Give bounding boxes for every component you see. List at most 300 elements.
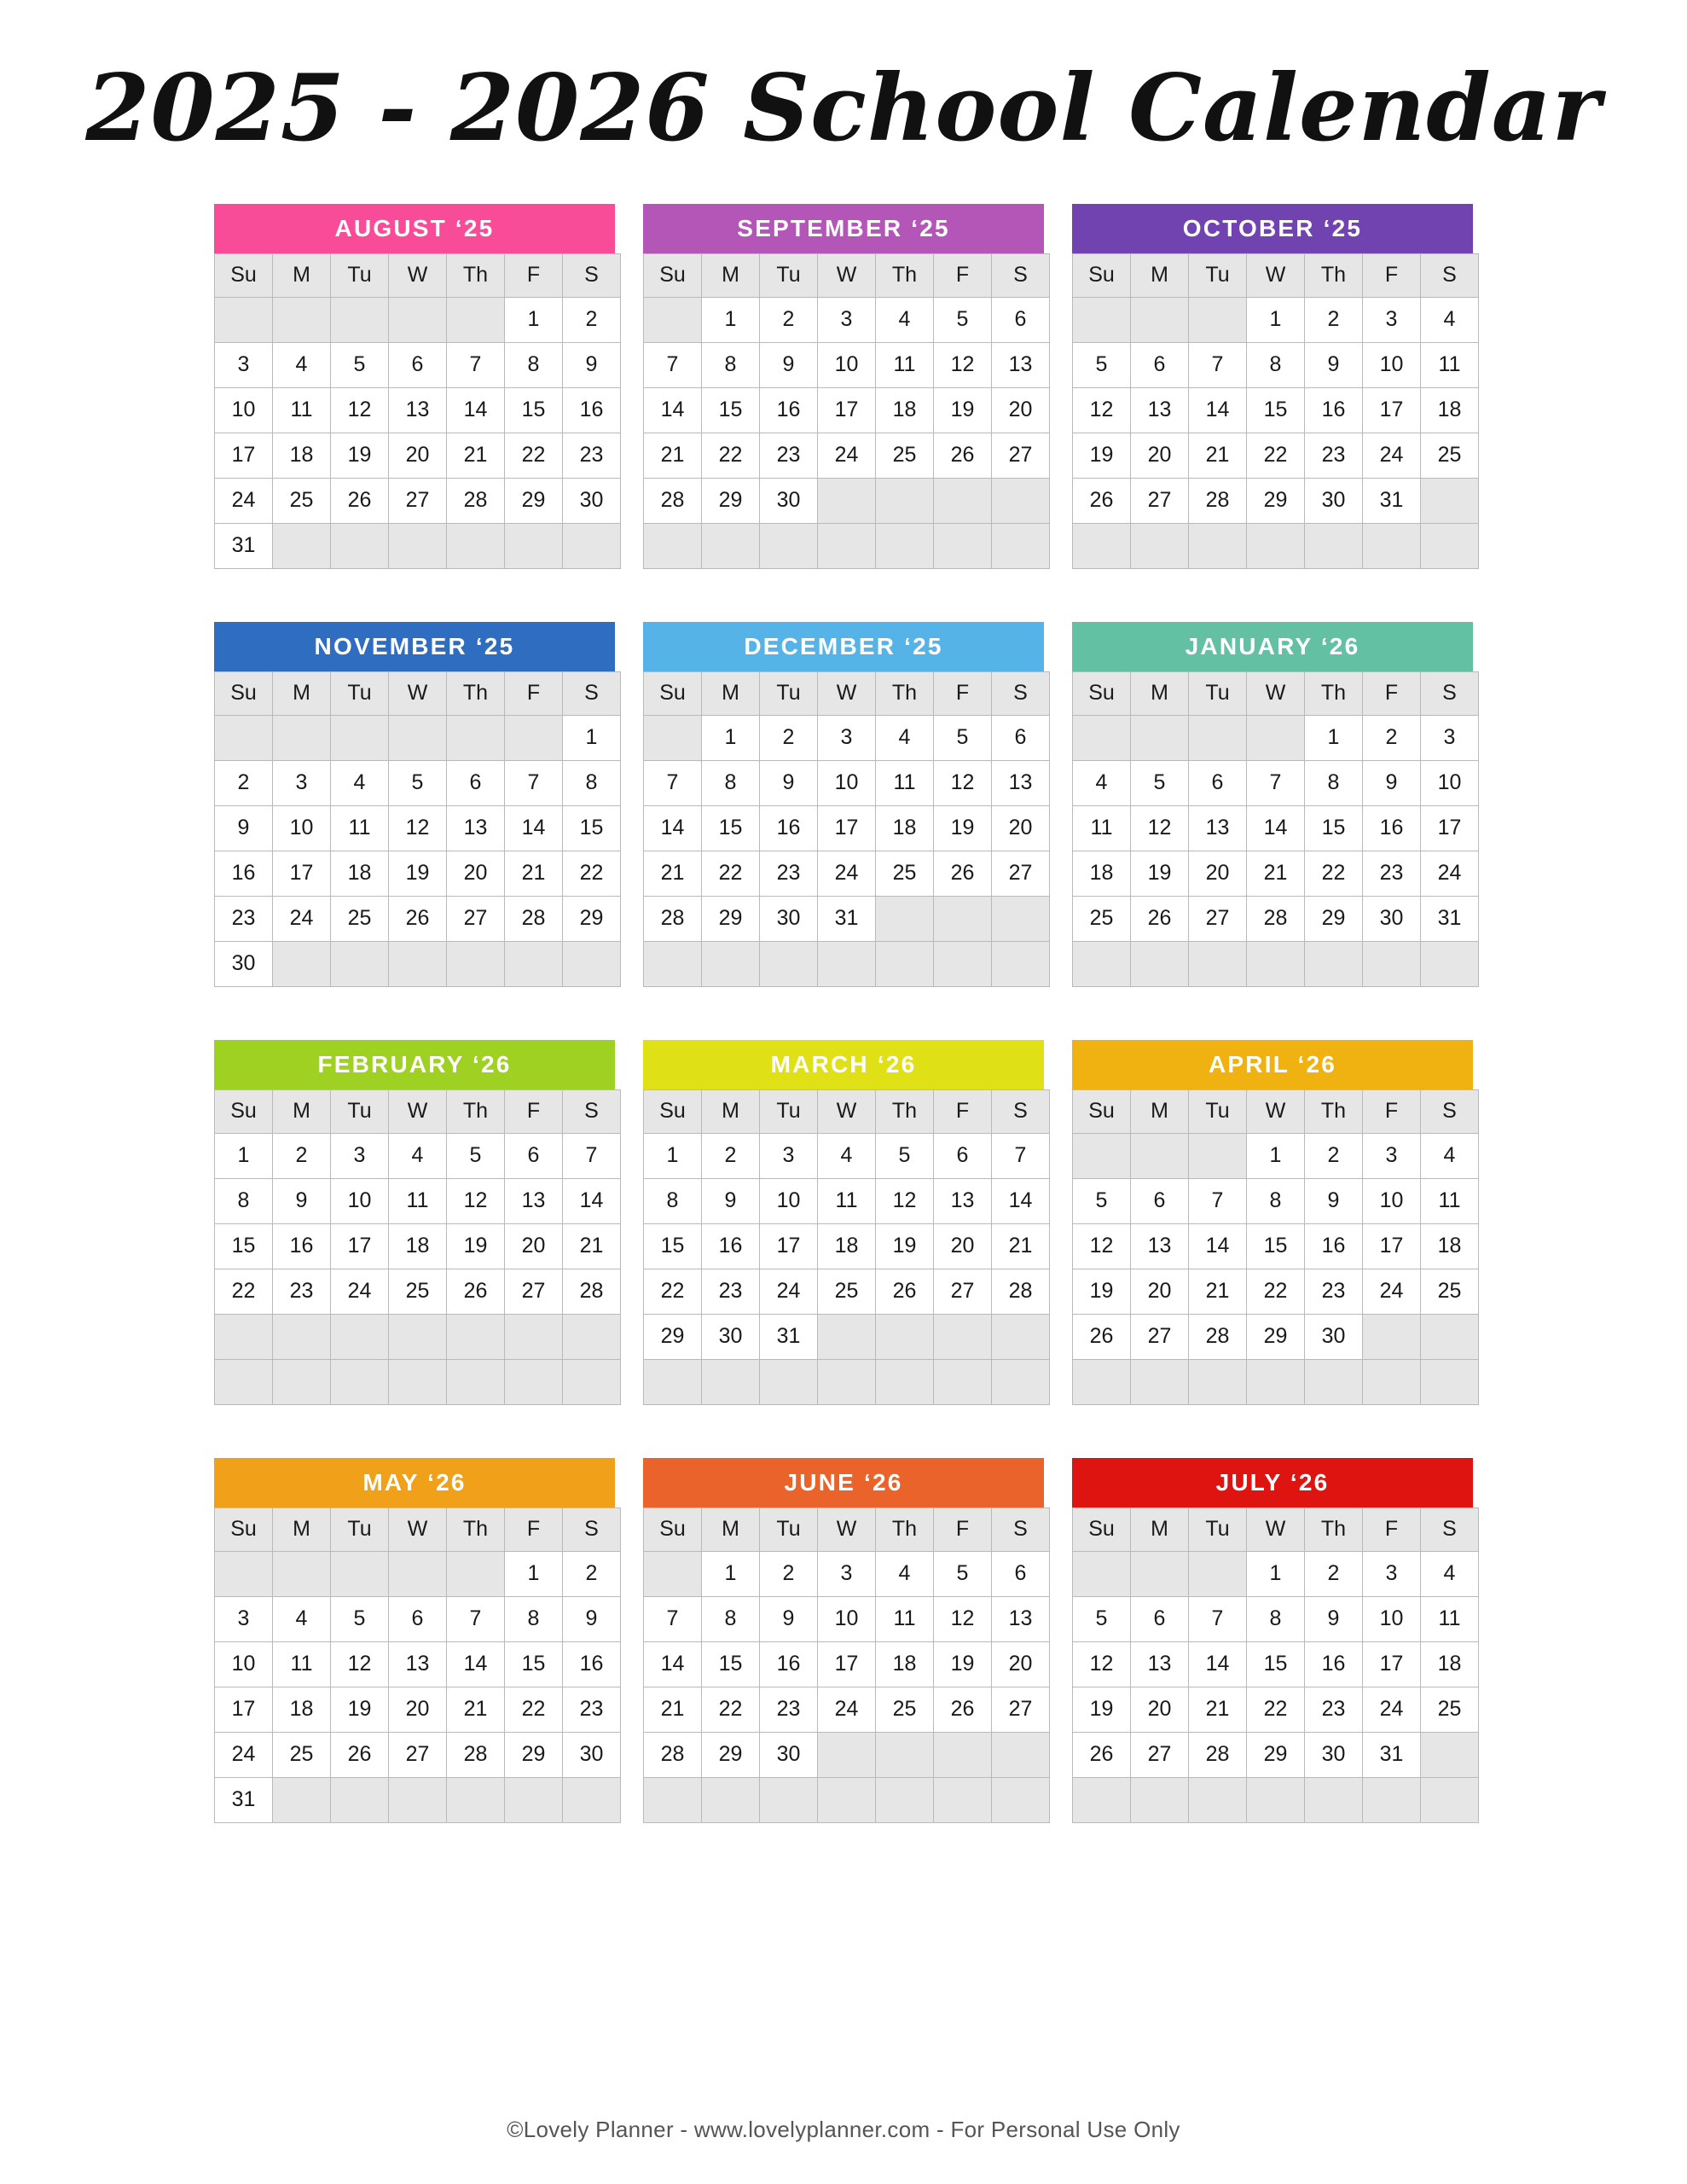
day-cell[interactable]: 4 — [876, 1551, 934, 1596]
day-cell[interactable]: 9 — [563, 1596, 621, 1641]
day-cell[interactable]: 8 — [1247, 1596, 1305, 1641]
day-cell[interactable]: 10 — [273, 805, 331, 851]
day-cell[interactable]: 2 — [702, 1133, 760, 1178]
day-cell[interactable]: 25 — [1421, 433, 1479, 478]
day-cell[interactable]: 30 — [1305, 1732, 1363, 1777]
day-cell[interactable]: 28 — [644, 478, 702, 523]
day-cell[interactable]: 16 — [1305, 1641, 1363, 1687]
day-cell[interactable]: 4 — [389, 1133, 447, 1178]
day-cell[interactable]: 24 — [818, 851, 876, 896]
day-cell[interactable]: 14 — [1247, 805, 1305, 851]
day-cell[interactable]: 22 — [1247, 1269, 1305, 1314]
day-cell[interactable]: 12 — [876, 1178, 934, 1223]
day-cell[interactable]: 7 — [992, 1133, 1050, 1178]
day-cell[interactable]: 15 — [1247, 1223, 1305, 1269]
day-cell[interactable]: 22 — [215, 1269, 273, 1314]
day-cell[interactable]: 4 — [876, 715, 934, 760]
day-cell[interactable]: 26 — [447, 1269, 505, 1314]
day-cell[interactable]: 10 — [1363, 1178, 1421, 1223]
day-cell[interactable]: 13 — [934, 1178, 992, 1223]
day-cell[interactable]: 18 — [876, 387, 934, 433]
day-cell[interactable]: 12 — [934, 342, 992, 387]
day-cell[interactable]: 13 — [1189, 805, 1247, 851]
day-cell[interactable]: 26 — [389, 896, 447, 941]
day-cell[interactable]: 29 — [702, 896, 760, 941]
day-cell[interactable]: 9 — [1363, 760, 1421, 805]
day-cell[interactable]: 23 — [1305, 1687, 1363, 1732]
day-cell[interactable]: 29 — [1247, 1314, 1305, 1359]
day-cell[interactable]: 8 — [702, 760, 760, 805]
day-cell[interactable]: 31 — [1421, 896, 1479, 941]
day-cell[interactable]: 23 — [1363, 851, 1421, 896]
day-cell[interactable]: 29 — [1247, 1732, 1305, 1777]
day-cell[interactable]: 28 — [563, 1269, 621, 1314]
day-cell[interactable]: 31 — [215, 1777, 273, 1822]
day-cell[interactable]: 28 — [1189, 1732, 1247, 1777]
day-cell[interactable]: 24 — [1363, 1269, 1421, 1314]
day-cell[interactable]: 24 — [760, 1269, 818, 1314]
day-cell[interactable]: 9 — [1305, 1178, 1363, 1223]
day-cell[interactable]: 27 — [1131, 1314, 1189, 1359]
day-cell[interactable]: 13 — [447, 805, 505, 851]
day-cell[interactable]: 5 — [389, 760, 447, 805]
day-cell[interactable]: 11 — [876, 760, 934, 805]
day-cell[interactable]: 22 — [644, 1269, 702, 1314]
day-cell[interactable]: 15 — [1247, 387, 1305, 433]
day-cell[interactable]: 2 — [215, 760, 273, 805]
day-cell[interactable]: 18 — [331, 851, 389, 896]
day-cell[interactable]: 20 — [447, 851, 505, 896]
day-cell[interactable]: 17 — [818, 1641, 876, 1687]
day-cell[interactable]: 14 — [644, 1641, 702, 1687]
day-cell[interactable]: 6 — [992, 715, 1050, 760]
day-cell[interactable]: 7 — [644, 1596, 702, 1641]
day-cell[interactable]: 30 — [702, 1314, 760, 1359]
day-cell[interactable]: 12 — [1131, 805, 1189, 851]
day-cell[interactable]: 18 — [273, 1687, 331, 1732]
day-cell[interactable]: 6 — [992, 297, 1050, 342]
day-cell[interactable]: 19 — [1073, 433, 1131, 478]
day-cell[interactable]: 27 — [447, 896, 505, 941]
day-cell[interactable]: 10 — [818, 1596, 876, 1641]
day-cell[interactable]: 30 — [215, 941, 273, 986]
day-cell[interactable]: 17 — [1363, 387, 1421, 433]
day-cell[interactable]: 1 — [702, 1551, 760, 1596]
day-cell[interactable]: 16 — [1305, 387, 1363, 433]
day-cell[interactable]: 22 — [563, 851, 621, 896]
day-cell[interactable]: 28 — [447, 478, 505, 523]
day-cell[interactable]: 25 — [876, 433, 934, 478]
day-cell[interactable]: 20 — [1131, 1687, 1189, 1732]
day-cell[interactable]: 7 — [1247, 760, 1305, 805]
day-cell[interactable]: 24 — [1421, 851, 1479, 896]
day-cell[interactable]: 2 — [1305, 1133, 1363, 1178]
day-cell[interactable]: 10 — [215, 1641, 273, 1687]
day-cell[interactable]: 6 — [1189, 760, 1247, 805]
day-cell[interactable]: 6 — [1131, 1596, 1189, 1641]
day-cell[interactable]: 9 — [1305, 342, 1363, 387]
day-cell[interactable]: 3 — [331, 1133, 389, 1178]
day-cell[interactable]: 8 — [702, 1596, 760, 1641]
day-cell[interactable]: 2 — [1305, 1551, 1363, 1596]
day-cell[interactable]: 3 — [1363, 297, 1421, 342]
day-cell[interactable]: 9 — [760, 342, 818, 387]
day-cell[interactable]: 16 — [1363, 805, 1421, 851]
day-cell[interactable]: 5 — [934, 715, 992, 760]
day-cell[interactable]: 2 — [563, 297, 621, 342]
day-cell[interactable]: 29 — [702, 478, 760, 523]
day-cell[interactable]: 8 — [1247, 1178, 1305, 1223]
day-cell[interactable]: 21 — [1189, 433, 1247, 478]
day-cell[interactable]: 3 — [1363, 1551, 1421, 1596]
day-cell[interactable]: 17 — [1363, 1223, 1421, 1269]
day-cell[interactable]: 18 — [273, 433, 331, 478]
day-cell[interactable]: 5 — [934, 1551, 992, 1596]
day-cell[interactable]: 7 — [644, 342, 702, 387]
day-cell[interactable]: 31 — [215, 523, 273, 568]
day-cell[interactable]: 30 — [563, 1732, 621, 1777]
day-cell[interactable]: 29 — [1247, 478, 1305, 523]
day-cell[interactable]: 24 — [1363, 433, 1421, 478]
day-cell[interactable]: 20 — [389, 433, 447, 478]
day-cell[interactable]: 12 — [331, 1641, 389, 1687]
day-cell[interactable]: 6 — [934, 1133, 992, 1178]
day-cell[interactable]: 17 — [760, 1223, 818, 1269]
day-cell[interactable]: 15 — [702, 1641, 760, 1687]
day-cell[interactable]: 7 — [644, 760, 702, 805]
day-cell[interactable]: 4 — [1421, 297, 1479, 342]
day-cell[interactable]: 19 — [934, 805, 992, 851]
day-cell[interactable]: 6 — [505, 1133, 563, 1178]
day-cell[interactable]: 18 — [818, 1223, 876, 1269]
day-cell[interactable]: 24 — [331, 1269, 389, 1314]
day-cell[interactable]: 9 — [215, 805, 273, 851]
day-cell[interactable]: 18 — [876, 1641, 934, 1687]
day-cell[interactable]: 21 — [1189, 1687, 1247, 1732]
day-cell[interactable]: 4 — [1073, 760, 1131, 805]
day-cell[interactable]: 9 — [1305, 1596, 1363, 1641]
day-cell[interactable]: 31 — [818, 896, 876, 941]
day-cell[interactable]: 27 — [1131, 478, 1189, 523]
day-cell[interactable]: 27 — [934, 1269, 992, 1314]
day-cell[interactable]: 28 — [644, 1732, 702, 1777]
day-cell[interactable]: 8 — [215, 1178, 273, 1223]
day-cell[interactable]: 13 — [505, 1178, 563, 1223]
day-cell[interactable]: 25 — [389, 1269, 447, 1314]
day-cell[interactable]: 4 — [1421, 1551, 1479, 1596]
day-cell[interactable]: 20 — [1189, 851, 1247, 896]
day-cell[interactable]: 9 — [702, 1178, 760, 1223]
day-cell[interactable]: 30 — [760, 478, 818, 523]
day-cell[interactable]: 22 — [1305, 851, 1363, 896]
day-cell[interactable]: 11 — [331, 805, 389, 851]
day-cell[interactable]: 23 — [1305, 433, 1363, 478]
day-cell[interactable]: 28 — [1189, 1314, 1247, 1359]
day-cell[interactable]: 15 — [1305, 805, 1363, 851]
day-cell[interactable]: 14 — [1189, 387, 1247, 433]
day-cell[interactable]: 11 — [273, 1641, 331, 1687]
day-cell[interactable]: 15 — [644, 1223, 702, 1269]
day-cell[interactable]: 26 — [934, 851, 992, 896]
day-cell[interactable]: 14 — [1189, 1641, 1247, 1687]
day-cell[interactable]: 19 — [447, 1223, 505, 1269]
day-cell[interactable]: 8 — [563, 760, 621, 805]
day-cell[interactable]: 20 — [992, 805, 1050, 851]
day-cell[interactable]: 7 — [1189, 1596, 1247, 1641]
day-cell[interactable]: 21 — [447, 433, 505, 478]
day-cell[interactable]: 21 — [1189, 1269, 1247, 1314]
day-cell[interactable]: 5 — [1073, 1596, 1131, 1641]
day-cell[interactable]: 28 — [644, 896, 702, 941]
day-cell[interactable]: 20 — [1131, 1269, 1189, 1314]
day-cell[interactable]: 26 — [934, 433, 992, 478]
day-cell[interactable]: 21 — [563, 1223, 621, 1269]
day-cell[interactable]: 29 — [563, 896, 621, 941]
day-cell[interactable]: 7 — [505, 760, 563, 805]
day-cell[interactable]: 18 — [389, 1223, 447, 1269]
day-cell[interactable]: 25 — [818, 1269, 876, 1314]
day-cell[interactable]: 2 — [760, 715, 818, 760]
day-cell[interactable]: 12 — [1073, 387, 1131, 433]
day-cell[interactable]: 11 — [818, 1178, 876, 1223]
day-cell[interactable]: 22 — [1247, 1687, 1305, 1732]
day-cell[interactable]: 24 — [215, 478, 273, 523]
day-cell[interactable]: 7 — [1189, 342, 1247, 387]
day-cell[interactable]: 10 — [1421, 760, 1479, 805]
day-cell[interactable]: 16 — [563, 1641, 621, 1687]
day-cell[interactable]: 23 — [1305, 1269, 1363, 1314]
day-cell[interactable]: 19 — [331, 1687, 389, 1732]
day-cell[interactable]: 22 — [702, 433, 760, 478]
day-cell[interactable]: 15 — [505, 1641, 563, 1687]
day-cell[interactable]: 15 — [505, 387, 563, 433]
day-cell[interactable]: 5 — [331, 342, 389, 387]
day-cell[interactable]: 1 — [563, 715, 621, 760]
day-cell[interactable]: 1 — [1247, 1133, 1305, 1178]
day-cell[interactable]: 24 — [1363, 1687, 1421, 1732]
day-cell[interactable]: 10 — [1363, 1596, 1421, 1641]
day-cell[interactable]: 31 — [1363, 1732, 1421, 1777]
day-cell[interactable]: 25 — [876, 851, 934, 896]
day-cell[interactable]: 1 — [702, 297, 760, 342]
day-cell[interactable]: 1 — [1247, 1551, 1305, 1596]
day-cell[interactable]: 23 — [760, 433, 818, 478]
day-cell[interactable]: 19 — [1131, 851, 1189, 896]
day-cell[interactable]: 15 — [702, 805, 760, 851]
day-cell[interactable]: 16 — [215, 851, 273, 896]
day-cell[interactable]: 30 — [760, 1732, 818, 1777]
day-cell[interactable]: 16 — [273, 1223, 331, 1269]
day-cell[interactable]: 12 — [447, 1178, 505, 1223]
day-cell[interactable]: 4 — [331, 760, 389, 805]
day-cell[interactable]: 24 — [818, 1687, 876, 1732]
day-cell[interactable]: 14 — [1189, 1223, 1247, 1269]
day-cell[interactable]: 19 — [1073, 1687, 1131, 1732]
day-cell[interactable]: 7 — [1189, 1178, 1247, 1223]
day-cell[interactable]: 28 — [992, 1269, 1050, 1314]
day-cell[interactable]: 8 — [1247, 342, 1305, 387]
day-cell[interactable]: 22 — [702, 1687, 760, 1732]
day-cell[interactable]: 21 — [447, 1687, 505, 1732]
day-cell[interactable]: 26 — [1073, 478, 1131, 523]
day-cell[interactable]: 12 — [1073, 1641, 1131, 1687]
day-cell[interactable]: 8 — [505, 342, 563, 387]
day-cell[interactable]: 29 — [505, 478, 563, 523]
day-cell[interactable]: 16 — [760, 805, 818, 851]
day-cell[interactable]: 19 — [934, 387, 992, 433]
day-cell[interactable]: 18 — [1421, 387, 1479, 433]
day-cell[interactable]: 23 — [563, 1687, 621, 1732]
day-cell[interactable]: 24 — [215, 1732, 273, 1777]
day-cell[interactable]: 8 — [505, 1596, 563, 1641]
day-cell[interactable]: 4 — [876, 297, 934, 342]
day-cell[interactable]: 3 — [1363, 1133, 1421, 1178]
day-cell[interactable]: 23 — [702, 1269, 760, 1314]
day-cell[interactable]: 8 — [702, 342, 760, 387]
day-cell[interactable]: 12 — [934, 760, 992, 805]
day-cell[interactable]: 24 — [818, 433, 876, 478]
day-cell[interactable]: 21 — [644, 851, 702, 896]
day-cell[interactable]: 14 — [447, 1641, 505, 1687]
day-cell[interactable]: 4 — [273, 342, 331, 387]
day-cell[interactable]: 16 — [1305, 1223, 1363, 1269]
day-cell[interactable]: 16 — [563, 387, 621, 433]
day-cell[interactable]: 31 — [1363, 478, 1421, 523]
day-cell[interactable]: 9 — [760, 760, 818, 805]
day-cell[interactable]: 28 — [1247, 896, 1305, 941]
day-cell[interactable]: 27 — [1189, 896, 1247, 941]
day-cell[interactable]: 6 — [389, 1596, 447, 1641]
day-cell[interactable]: 21 — [1247, 851, 1305, 896]
day-cell[interactable]: 28 — [447, 1732, 505, 1777]
day-cell[interactable]: 19 — [876, 1223, 934, 1269]
day-cell[interactable]: 5 — [1073, 342, 1131, 387]
day-cell[interactable]: 15 — [215, 1223, 273, 1269]
day-cell[interactable]: 13 — [992, 342, 1050, 387]
day-cell[interactable]: 4 — [818, 1133, 876, 1178]
day-cell[interactable]: 15 — [702, 387, 760, 433]
day-cell[interactable]: 19 — [934, 1641, 992, 1687]
day-cell[interactable]: 27 — [1131, 1732, 1189, 1777]
day-cell[interactable]: 2 — [563, 1551, 621, 1596]
day-cell[interactable]: 22 — [1247, 433, 1305, 478]
day-cell[interactable]: 10 — [818, 760, 876, 805]
day-cell[interactable]: 19 — [1073, 1269, 1131, 1314]
day-cell[interactable]: 5 — [934, 297, 992, 342]
day-cell[interactable]: 17 — [273, 851, 331, 896]
day-cell[interactable]: 26 — [1073, 1314, 1131, 1359]
day-cell[interactable]: 11 — [1421, 342, 1479, 387]
day-cell[interactable]: 22 — [505, 1687, 563, 1732]
day-cell[interactable]: 2 — [1363, 715, 1421, 760]
day-cell[interactable]: 16 — [702, 1223, 760, 1269]
day-cell[interactable]: 1 — [505, 1551, 563, 1596]
day-cell[interactable]: 21 — [644, 1687, 702, 1732]
day-cell[interactable]: 19 — [331, 433, 389, 478]
day-cell[interactable]: 5 — [1073, 1178, 1131, 1223]
day-cell[interactable]: 17 — [215, 1687, 273, 1732]
day-cell[interactable]: 1 — [1247, 297, 1305, 342]
day-cell[interactable]: 20 — [992, 1641, 1050, 1687]
day-cell[interactable]: 12 — [934, 1596, 992, 1641]
day-cell[interactable]: 18 — [1421, 1223, 1479, 1269]
day-cell[interactable]: 15 — [1247, 1641, 1305, 1687]
day-cell[interactable]: 23 — [215, 896, 273, 941]
day-cell[interactable]: 18 — [1073, 851, 1131, 896]
day-cell[interactable]: 1 — [215, 1133, 273, 1178]
day-cell[interactable]: 13 — [992, 1596, 1050, 1641]
day-cell[interactable]: 13 — [389, 387, 447, 433]
day-cell[interactable]: 17 — [818, 805, 876, 851]
day-cell[interactable]: 29 — [505, 1732, 563, 1777]
day-cell[interactable]: 18 — [876, 805, 934, 851]
day-cell[interactable]: 5 — [331, 1596, 389, 1641]
day-cell[interactable]: 22 — [702, 851, 760, 896]
day-cell[interactable]: 12 — [1073, 1223, 1131, 1269]
day-cell[interactable]: 6 — [1131, 342, 1189, 387]
day-cell[interactable]: 3 — [1421, 715, 1479, 760]
day-cell[interactable]: 3 — [273, 760, 331, 805]
day-cell[interactable]: 11 — [1421, 1178, 1479, 1223]
day-cell[interactable]: 26 — [876, 1269, 934, 1314]
day-cell[interactable]: 5 — [1131, 760, 1189, 805]
day-cell[interactable]: 10 — [215, 387, 273, 433]
day-cell[interactable]: 3 — [215, 1596, 273, 1641]
day-cell[interactable]: 9 — [273, 1178, 331, 1223]
day-cell[interactable]: 6 — [389, 342, 447, 387]
day-cell[interactable]: 25 — [1421, 1687, 1479, 1732]
day-cell[interactable]: 27 — [389, 1732, 447, 1777]
day-cell[interactable]: 1 — [644, 1133, 702, 1178]
day-cell[interactable]: 20 — [505, 1223, 563, 1269]
day-cell[interactable]: 31 — [760, 1314, 818, 1359]
day-cell[interactable]: 25 — [876, 1687, 934, 1732]
day-cell[interactable]: 6 — [447, 760, 505, 805]
day-cell[interactable]: 11 — [273, 387, 331, 433]
day-cell[interactable]: 30 — [1305, 1314, 1363, 1359]
day-cell[interactable]: 25 — [1421, 1269, 1479, 1314]
day-cell[interactable]: 11 — [1073, 805, 1131, 851]
day-cell[interactable]: 18 — [1421, 1641, 1479, 1687]
day-cell[interactable]: 13 — [389, 1641, 447, 1687]
day-cell[interactable]: 17 — [818, 387, 876, 433]
day-cell[interactable]: 25 — [273, 478, 331, 523]
day-cell[interactable]: 30 — [1305, 478, 1363, 523]
day-cell[interactable]: 30 — [1363, 896, 1421, 941]
day-cell[interactable]: 9 — [563, 342, 621, 387]
day-cell[interactable]: 25 — [1073, 896, 1131, 941]
day-cell[interactable]: 23 — [273, 1269, 331, 1314]
day-cell[interactable]: 7 — [563, 1133, 621, 1178]
day-cell[interactable]: 23 — [760, 1687, 818, 1732]
day-cell[interactable]: 17 — [1363, 1641, 1421, 1687]
day-cell[interactable]: 3 — [818, 297, 876, 342]
day-cell[interactable]: 12 — [331, 387, 389, 433]
day-cell[interactable]: 9 — [760, 1596, 818, 1641]
day-cell[interactable]: 11 — [1421, 1596, 1479, 1641]
day-cell[interactable]: 10 — [760, 1178, 818, 1223]
day-cell[interactable]: 12 — [389, 805, 447, 851]
day-cell[interactable]: 13 — [1131, 387, 1189, 433]
day-cell[interactable]: 7 — [447, 1596, 505, 1641]
day-cell[interactable]: 14 — [563, 1178, 621, 1223]
day-cell[interactable]: 19 — [389, 851, 447, 896]
day-cell[interactable]: 23 — [760, 851, 818, 896]
day-cell[interactable]: 28 — [1189, 478, 1247, 523]
day-cell[interactable]: 17 — [1421, 805, 1479, 851]
day-cell[interactable]: 25 — [273, 1732, 331, 1777]
day-cell[interactable]: 26 — [934, 1687, 992, 1732]
